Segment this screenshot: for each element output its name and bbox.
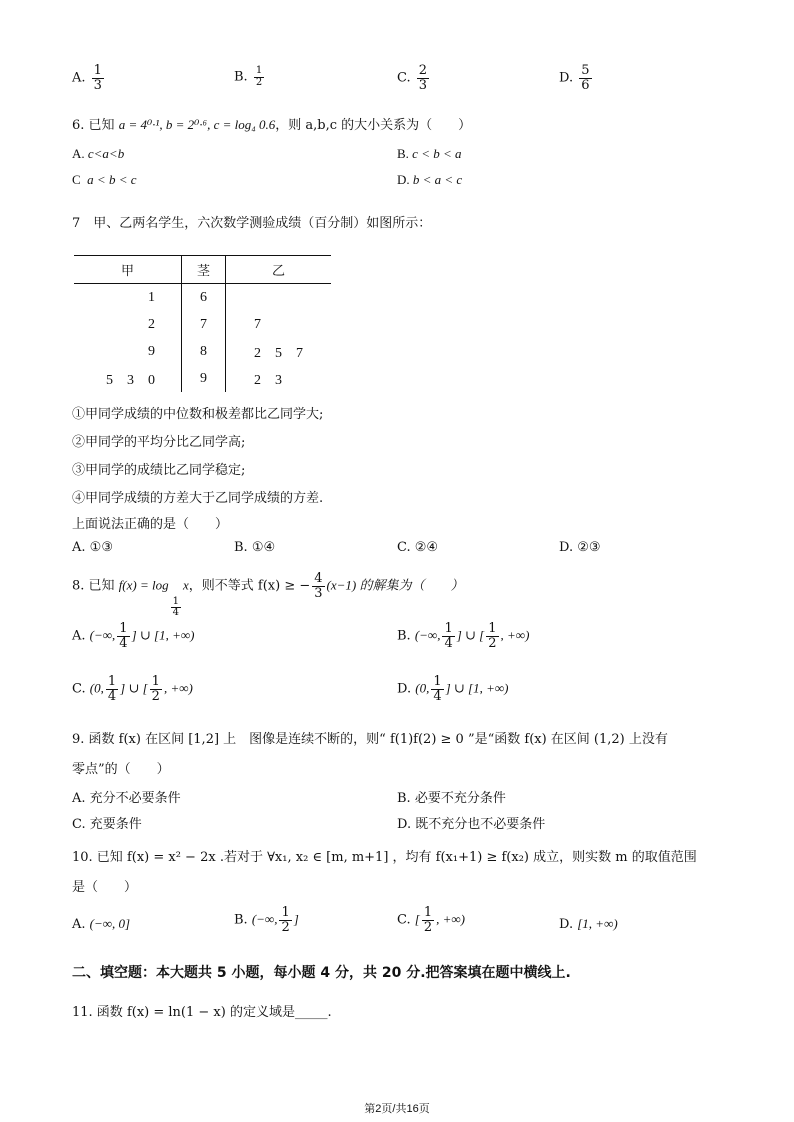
- q10-stem-line2: 是（ ）: [72, 880, 138, 895]
- q6-stem: 6. 已知 a = 4⁰·¹, b = 2⁰·⁶, c = log₄ 0.6，则 a,b,c 的大小关系为（ ）: [72, 117, 472, 133]
- fraction: $\frac{1}{2}$: [255, 65, 263, 88]
- q8-option-b: B. (−∞, $\frac{1}{4}$ ] ∪ [ $\frac{1}{2}$ , +∞): [397, 621, 530, 651]
- q8-option-c: C. (0, $\frac{1}{4}$ ] ∪ [ $\frac{1}{2}$ , +∞): [72, 674, 193, 704]
- fraction: $\frac{1}{2}$: [281, 905, 290, 935]
- fraction: $\frac{1}{3}$: [93, 63, 102, 93]
- q7-option-d: D. ②③: [559, 540, 601, 555]
- q7-statement-4: ④甲同学成绩的方差大于乙同学成绩的方差.: [72, 491, 324, 506]
- fraction: $\frac{1}{4}$: [172, 595, 179, 619]
- q11-stem: 11. 函数 f(x) = ln(1 − x) 的定义域是_____.: [72, 1005, 332, 1020]
- q7-stem: 7 甲、乙两名学生，六次数学测验成绩（百分制）如图所示：: [72, 216, 432, 231]
- q7-statement-2: ②甲同学的平均分比乙同学高;: [72, 435, 246, 450]
- q7-statement-3: ③甲同学的成绩比乙同学稳定;: [72, 463, 246, 478]
- q9-option-b: B. 必要不充分条件: [397, 791, 506, 806]
- q7-option-c: C. ②④: [397, 540, 439, 555]
- fraction: $\frac{1}{2}$: [423, 905, 433, 935]
- fraction: $\frac{1}{4}$: [433, 674, 442, 704]
- q9-option-a: A. 充分不必要条件: [72, 791, 181, 806]
- q7-option-b: B. ①④: [234, 540, 276, 555]
- q6-option-b: B. c < b < a: [397, 146, 462, 161]
- q5-option-b: B. $\frac{1}{2}$: [234, 65, 263, 88]
- section-heading: 二、填空题：本大题共 5 小题，每小题 4 分，共 20 分.把答案填在题中横线上.: [72, 965, 571, 981]
- q10-option-d: D. [1, +∞): [559, 916, 618, 932]
- table-row: 5 3 0 9 2 3: [74, 365, 331, 392]
- q7-question: 上面说法正确的是（ ）: [72, 517, 229, 532]
- fraction: $\frac{2}{3}$: [418, 63, 428, 93]
- q9-option-c: C. 充要条件: [72, 817, 142, 832]
- q10-option-c: C. [ $\frac{1}{2}$ , +∞): [397, 905, 465, 935]
- q7-option-a: A. ①③: [72, 540, 113, 555]
- fraction: $\frac{4}{3}$: [314, 571, 323, 601]
- header-yi: 乙: [271, 264, 285, 279]
- fraction: $\frac{1}{4}$: [119, 621, 128, 651]
- fraction: $\frac{1}{2}$: [151, 674, 160, 704]
- q10-stem-line1: 10. 已知 f(x) = x² − 2x .若对于 ∀x₁, x₂ ∈ [m, m+1] ，均有 f(x₁+1) ≥ f(x₂) 成立，则实数 m 的取值范围: [72, 850, 697, 865]
- page-footer: 第2页/共16页: [364, 1103, 430, 1115]
- header-stem: 茎: [182, 256, 226, 284]
- q10-option-b: B. (−∞, $\frac{1}{2}$ ]: [234, 905, 299, 935]
- fraction: $\frac{1}{4}$: [444, 621, 453, 651]
- fraction: $\frac{1}{2}$: [488, 621, 497, 651]
- fraction: $\frac{5}{6}$: [581, 63, 590, 93]
- q6-option-c: C a < b < c: [72, 172, 137, 187]
- q8-stem: 8. 已知 f(x) = log $\frac{1}{4}$ x，则不等式 f(x) ≥ − $\frac{4}{3}$ (x−1) 的解集为（ ）: [72, 571, 464, 619]
- q6-option-a: A. c<a<b: [72, 146, 125, 161]
- q6-option-d: D. b < a < c: [397, 172, 463, 187]
- table-header-row: [74, 256, 331, 284]
- q8-option-a: A. (−∞, $\frac{1}{4}$ ] ∪ [1, +∞): [72, 621, 195, 651]
- q8-option-d: D. (0, $\frac{1}{4}$ ] ∪ [1, +∞): [397, 674, 509, 704]
- q5-option-a: A. $\frac{1}{3}$: [72, 63, 102, 93]
- q5-option-d: D. $\frac{5}{6}$: [559, 63, 590, 93]
- q9-stem-line2: 零点”的（ ）: [72, 762, 170, 777]
- q10-option-a: A. (−∞, 0]: [72, 916, 131, 932]
- q7-statement-1: ①甲同学成绩的中位数和极差都比乙同学大;: [72, 407, 324, 422]
- table-row: 2 7 7: [74, 311, 331, 338]
- table-row: 1 6: [74, 284, 331, 312]
- header-jia: 甲: [120, 264, 134, 279]
- q5-option-c: C. $\frac{2}{3}$: [397, 63, 428, 93]
- stem-leaf-table: [74, 255, 331, 392]
- q9-stem-line1: 9. 函数 f(x) 在区间 [1,2] 上 图像是连续不断的，则“ f(1)f(2) ≥ 0 ”是“函数 f(x) 在区间 (1,2) 上没有: [72, 732, 668, 747]
- q9-option-d: D. 既不充分也不必要条件: [397, 817, 546, 832]
- fraction: $\frac{1}{4}$: [107, 674, 117, 704]
- table-row: 9 8 2 5 7: [74, 338, 331, 365]
